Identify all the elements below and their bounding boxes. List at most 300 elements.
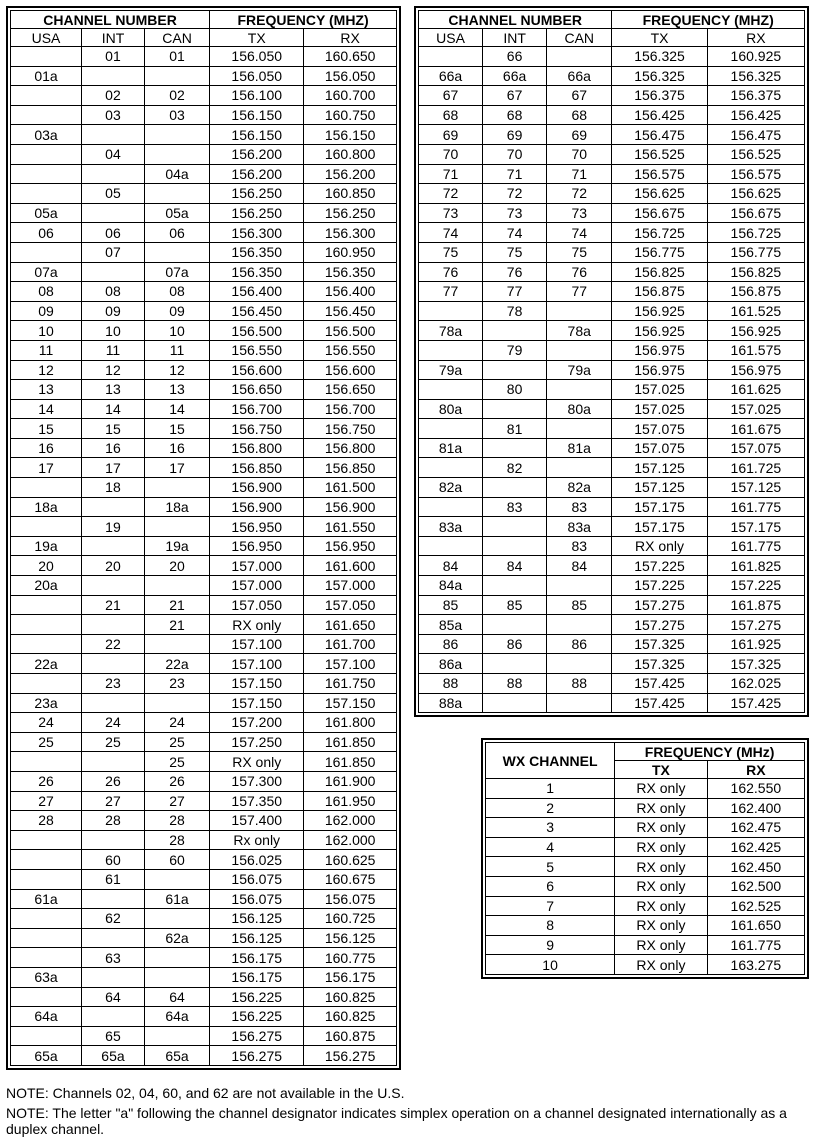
table-cell bbox=[11, 830, 82, 850]
table-cell: 07 bbox=[82, 242, 145, 262]
table-cell: 84 bbox=[547, 556, 612, 576]
table-cell: 156.825 bbox=[612, 262, 707, 282]
table-cell: 157.425 bbox=[612, 674, 707, 694]
table-cell: 03 bbox=[82, 105, 145, 125]
table-row bbox=[419, 438, 805, 458]
table-cell: 162.525 bbox=[707, 896, 804, 916]
table-cell: 161.775 bbox=[707, 935, 804, 955]
table-row bbox=[419, 615, 805, 635]
table-cell: 62a bbox=[144, 928, 209, 948]
table-row bbox=[419, 693, 805, 713]
table-cell: 157.200 bbox=[210, 713, 304, 733]
table-cell: 156.325 bbox=[612, 47, 707, 67]
table-cell: 161.875 bbox=[707, 595, 804, 615]
table-cell: 157.250 bbox=[210, 732, 304, 752]
table-cell: 156.200 bbox=[210, 164, 304, 184]
table-cell: 157.300 bbox=[210, 771, 304, 791]
table-cell: 157.075 bbox=[612, 438, 707, 458]
table-cell: 02 bbox=[82, 86, 145, 106]
table-cell: 156.475 bbox=[707, 125, 804, 145]
table-row bbox=[11, 203, 397, 223]
table-cell: 16 bbox=[82, 438, 145, 458]
table-row bbox=[486, 916, 805, 936]
table-cell: RX only bbox=[615, 818, 708, 838]
table-cell bbox=[82, 66, 145, 86]
table-cell: 25 bbox=[144, 732, 209, 752]
table-cell: 161.950 bbox=[304, 791, 397, 811]
table-cell: 70 bbox=[419, 144, 483, 164]
table-cell: 156.950 bbox=[304, 536, 397, 556]
table-cell: 61a bbox=[11, 889, 82, 909]
table-cell: 64a bbox=[144, 1007, 209, 1027]
table-row bbox=[486, 955, 805, 975]
table-cell bbox=[11, 164, 82, 184]
table-row bbox=[11, 497, 397, 517]
table-cell: 83 bbox=[483, 497, 547, 517]
table-cell: 160.925 bbox=[707, 47, 804, 67]
table-cell bbox=[82, 576, 145, 596]
table-cell: 21 bbox=[82, 595, 145, 615]
table-cell: 84a bbox=[419, 576, 483, 596]
table-cell: 157.325 bbox=[612, 634, 707, 654]
table-cell bbox=[419, 458, 483, 478]
table-cell: 156.875 bbox=[612, 282, 707, 302]
col-usa-header: USA bbox=[11, 29, 82, 47]
table-cell: 73 bbox=[547, 203, 612, 223]
table-cell: 157.150 bbox=[304, 693, 397, 713]
table-cell: 86a bbox=[419, 654, 483, 674]
table-cell: 06 bbox=[144, 223, 209, 243]
table-row bbox=[11, 282, 397, 302]
table-cell: 160.950 bbox=[304, 242, 397, 262]
table-cell: 20 bbox=[144, 556, 209, 576]
table-cell: 157.225 bbox=[612, 576, 707, 596]
table-cell: 4 bbox=[486, 837, 615, 857]
table-row bbox=[11, 654, 397, 674]
table-row bbox=[419, 419, 805, 439]
table-cell: 156.975 bbox=[707, 360, 804, 380]
table-cell: 88 bbox=[547, 674, 612, 694]
table-cell bbox=[547, 654, 612, 674]
table-cell: 156.575 bbox=[707, 164, 804, 184]
table-cell: RX only bbox=[615, 857, 708, 877]
table-cell: 05a bbox=[144, 203, 209, 223]
table-row bbox=[11, 360, 397, 380]
table-cell: 14 bbox=[82, 399, 145, 419]
table-cell: 88 bbox=[483, 674, 547, 694]
table-cell bbox=[144, 693, 209, 713]
table-row bbox=[11, 674, 397, 694]
table-cell: 81a bbox=[419, 438, 483, 458]
table-cell: 156.900 bbox=[210, 497, 304, 517]
table-row bbox=[11, 380, 397, 400]
table-cell bbox=[547, 340, 612, 360]
table-cell: 157.275 bbox=[612, 595, 707, 615]
table-cell: 63 bbox=[82, 948, 145, 968]
table-cell: 157.025 bbox=[612, 380, 707, 400]
table-cell: 157.175 bbox=[707, 517, 804, 537]
right-channel-table bbox=[414, 6, 809, 717]
table-cell bbox=[82, 262, 145, 282]
table-row bbox=[419, 634, 805, 654]
table-cell bbox=[144, 66, 209, 86]
notes-section bbox=[6, 1085, 806, 1141]
table-cell: 86 bbox=[547, 634, 612, 654]
table-row bbox=[11, 1007, 397, 1027]
table-cell: 157.325 bbox=[707, 654, 804, 674]
table-cell bbox=[11, 615, 82, 635]
table-cell: 07a bbox=[11, 262, 82, 282]
table-cell bbox=[11, 184, 82, 204]
table-cell: 161.900 bbox=[304, 771, 397, 791]
table-row bbox=[419, 458, 805, 478]
table-row bbox=[419, 674, 805, 694]
table-cell: 156.275 bbox=[210, 1026, 304, 1046]
table-cell: 85 bbox=[483, 595, 547, 615]
table-row bbox=[11, 1026, 397, 1046]
table-cell: 162.400 bbox=[707, 798, 804, 818]
table-cell: 20 bbox=[11, 556, 82, 576]
table-cell: 156.800 bbox=[210, 438, 304, 458]
table-row bbox=[11, 576, 397, 596]
table-cell: 160.650 bbox=[304, 47, 397, 67]
table-cell: 81a bbox=[547, 438, 612, 458]
table-cell bbox=[11, 634, 82, 654]
table-cell: 161.650 bbox=[304, 615, 397, 635]
col-can-header: CAN bbox=[547, 29, 612, 47]
table-cell: 13 bbox=[82, 380, 145, 400]
table-cell: 157.050 bbox=[304, 595, 397, 615]
table-cell: 5 bbox=[486, 857, 615, 877]
table-cell: RX only bbox=[615, 837, 708, 857]
table-cell: 10 bbox=[486, 955, 615, 975]
wx-channel-header: WX CHANNEL bbox=[486, 743, 615, 779]
table-cell: 24 bbox=[11, 713, 82, 733]
table-cell: 156.925 bbox=[612, 301, 707, 321]
table-cell bbox=[82, 693, 145, 713]
table-cell bbox=[82, 203, 145, 223]
table-cell: 156.125 bbox=[304, 928, 397, 948]
table-cell: 156.250 bbox=[210, 184, 304, 204]
table-cell: 22 bbox=[82, 634, 145, 654]
table-cell bbox=[11, 517, 82, 537]
table-cell bbox=[419, 497, 483, 517]
table-cell: 71 bbox=[419, 164, 483, 184]
table-cell: 156.025 bbox=[210, 850, 304, 870]
table-cell: 75 bbox=[547, 242, 612, 262]
table-cell: 156.800 bbox=[304, 438, 397, 458]
table-cell: 156.700 bbox=[210, 399, 304, 419]
table-cell: 162.500 bbox=[707, 876, 804, 896]
table-cell: 01a bbox=[11, 66, 82, 86]
note-line: NOTE: Channels 02, 04, 60, and 62 are not available in the U.S. bbox=[6, 1085, 405, 1101]
table-cell: 156.225 bbox=[210, 987, 304, 1007]
table-cell bbox=[547, 576, 612, 596]
table-row bbox=[419, 262, 805, 282]
table-cell: 156.975 bbox=[612, 340, 707, 360]
table-cell bbox=[144, 478, 209, 498]
table-cell: 162.025 bbox=[707, 674, 804, 694]
table-cell: 156.900 bbox=[210, 478, 304, 498]
table-row bbox=[419, 66, 805, 86]
table-cell: 157.225 bbox=[707, 576, 804, 596]
table-cell: 28 bbox=[11, 811, 82, 831]
table-cell: 156.850 bbox=[304, 458, 397, 478]
table-cell: 86 bbox=[419, 634, 483, 654]
table-cell: 11 bbox=[82, 340, 145, 360]
table-cell: 20a bbox=[11, 576, 82, 596]
table-cell bbox=[82, 536, 145, 556]
table-row bbox=[11, 419, 397, 439]
table-cell: RX only bbox=[615, 876, 708, 896]
table-row bbox=[11, 242, 397, 262]
table-cell: 66a bbox=[419, 66, 483, 86]
table-cell: 70 bbox=[547, 144, 612, 164]
table-cell: 156.550 bbox=[210, 340, 304, 360]
table-cell: 157.125 bbox=[612, 478, 707, 498]
table-cell: 157.025 bbox=[612, 399, 707, 419]
table-cell: 160.700 bbox=[304, 86, 397, 106]
table-cell: 157.125 bbox=[707, 478, 804, 498]
table-row bbox=[11, 517, 397, 537]
table-cell: 21 bbox=[144, 595, 209, 615]
table-cell: 156.050 bbox=[210, 47, 304, 67]
table-cell: 156.150 bbox=[210, 125, 304, 145]
table-cell: 18 bbox=[82, 478, 145, 498]
table-cell: 64 bbox=[144, 987, 209, 1007]
table-cell: 86 bbox=[483, 634, 547, 654]
table-cell bbox=[419, 47, 483, 67]
table-cell: RX only bbox=[615, 779, 708, 799]
table-cell bbox=[11, 987, 82, 1007]
table-cell bbox=[11, 909, 82, 929]
table-row bbox=[419, 86, 805, 106]
table-row bbox=[11, 144, 397, 164]
table-cell: 16 bbox=[11, 438, 82, 458]
table-cell: 156.625 bbox=[707, 184, 804, 204]
table-cell: 156.350 bbox=[304, 262, 397, 282]
table-cell: 162.550 bbox=[707, 779, 804, 799]
table-cell bbox=[82, 125, 145, 145]
table-cell: 157.100 bbox=[304, 654, 397, 674]
table-cell: RX only bbox=[612, 536, 707, 556]
table-cell bbox=[419, 536, 483, 556]
table-cell: 161.725 bbox=[707, 458, 804, 478]
table-cell: 161.675 bbox=[707, 419, 804, 439]
table-cell: 156.850 bbox=[210, 458, 304, 478]
table-cell: 157.325 bbox=[612, 654, 707, 674]
table-cell bbox=[419, 419, 483, 439]
table-row bbox=[486, 876, 805, 896]
table-cell: 156.625 bbox=[612, 184, 707, 204]
table-cell bbox=[82, 615, 145, 635]
table-cell: 156.675 bbox=[707, 203, 804, 223]
col-tx-header: TX bbox=[210, 29, 304, 47]
table-cell: 20 bbox=[82, 556, 145, 576]
table-cell: 66a bbox=[547, 66, 612, 86]
table-row bbox=[419, 223, 805, 243]
table-cell: 156.275 bbox=[210, 1046, 304, 1066]
table-cell: 04a bbox=[144, 164, 209, 184]
table-cell bbox=[11, 850, 82, 870]
table-cell: 162.000 bbox=[304, 811, 397, 831]
table-cell: 12 bbox=[144, 360, 209, 380]
table-cell: 80 bbox=[483, 380, 547, 400]
table-cell bbox=[144, 909, 209, 929]
table-cell: 161.925 bbox=[707, 634, 804, 654]
table-cell: 156.925 bbox=[612, 321, 707, 341]
table-cell: RX only bbox=[210, 752, 304, 772]
table-cell: 156.425 bbox=[707, 105, 804, 125]
table-cell: 156.175 bbox=[304, 967, 397, 987]
table-cell: 156.600 bbox=[210, 360, 304, 380]
table-cell: 156.250 bbox=[210, 203, 304, 223]
table-row bbox=[419, 242, 805, 262]
table-cell: 156.250 bbox=[304, 203, 397, 223]
table-cell: 156.950 bbox=[210, 536, 304, 556]
table-cell: 156.200 bbox=[210, 144, 304, 164]
table-cell: 09 bbox=[82, 301, 145, 321]
table-row bbox=[419, 164, 805, 184]
table-row bbox=[11, 850, 397, 870]
table-row bbox=[419, 654, 805, 674]
table-cell: 157.150 bbox=[210, 674, 304, 694]
table-cell: 157.025 bbox=[707, 399, 804, 419]
table-cell: 28 bbox=[82, 811, 145, 831]
table-cell: 156.500 bbox=[210, 321, 304, 341]
table-cell: 16 bbox=[144, 438, 209, 458]
table-cell: 157.425 bbox=[612, 693, 707, 713]
table-cell: 73 bbox=[419, 203, 483, 223]
table-cell bbox=[82, 928, 145, 948]
col-can-header: CAN bbox=[144, 29, 209, 47]
table-cell: 163.275 bbox=[707, 955, 804, 975]
table-row bbox=[11, 615, 397, 635]
wx-col-tx-header: TX bbox=[615, 761, 708, 779]
table-cell: 28 bbox=[144, 830, 209, 850]
table-cell: 84 bbox=[419, 556, 483, 576]
col-int-header: INT bbox=[483, 29, 547, 47]
table-cell: 156.825 bbox=[707, 262, 804, 282]
table-cell: 69 bbox=[483, 125, 547, 145]
table-cell: RX only bbox=[615, 798, 708, 818]
table-cell: 3 bbox=[486, 818, 615, 838]
table-cell: 80a bbox=[419, 399, 483, 419]
table-cell: 157.100 bbox=[210, 654, 304, 674]
table-cell: 83a bbox=[547, 517, 612, 537]
table-cell: 156.550 bbox=[304, 340, 397, 360]
table-cell: 157.425 bbox=[707, 693, 804, 713]
table-cell: 156.725 bbox=[612, 223, 707, 243]
table-cell: 156.575 bbox=[612, 164, 707, 184]
table-row bbox=[11, 713, 397, 733]
table-cell bbox=[82, 889, 145, 909]
table-row bbox=[11, 967, 397, 987]
table-cell: 156.100 bbox=[210, 86, 304, 106]
table-row bbox=[419, 595, 805, 615]
table-cell: 78a bbox=[419, 321, 483, 341]
table-cell: 156.175 bbox=[210, 967, 304, 987]
table-cell: 160.750 bbox=[304, 105, 397, 125]
col-tx-header: TX bbox=[612, 29, 707, 47]
table-cell: 156.650 bbox=[304, 380, 397, 400]
table-row bbox=[419, 282, 805, 302]
table-cell: 156.350 bbox=[210, 242, 304, 262]
table-cell: 10 bbox=[11, 321, 82, 341]
table-cell: 72 bbox=[547, 184, 612, 204]
right-table-body bbox=[419, 47, 805, 713]
note-line: NOTE: The letter "a" following the channel designator indicates simplex operation on a channel designated internationally as a duplex channel. bbox=[6, 1105, 787, 1137]
table-cell: 12 bbox=[11, 360, 82, 380]
table-cell: 156.750 bbox=[304, 419, 397, 439]
table-cell: 19a bbox=[144, 536, 209, 556]
table-row bbox=[486, 896, 805, 916]
table-cell: 156.900 bbox=[304, 497, 397, 517]
table-cell: 156.325 bbox=[707, 66, 804, 86]
table-cell: 05 bbox=[82, 184, 145, 204]
table-row bbox=[11, 47, 397, 67]
table-cell bbox=[11, 144, 82, 164]
table-cell: 157.050 bbox=[210, 595, 304, 615]
table-cell: 161.600 bbox=[304, 556, 397, 576]
table-row bbox=[11, 105, 397, 125]
table-cell: 156.125 bbox=[210, 909, 304, 929]
table-row bbox=[486, 837, 805, 857]
table-cell: 22a bbox=[144, 654, 209, 674]
table-cell: 67 bbox=[419, 86, 483, 106]
table-cell: 156.375 bbox=[707, 86, 804, 106]
table-cell: 08 bbox=[82, 282, 145, 302]
table-cell: 64a bbox=[11, 1007, 82, 1027]
table-cell: RX only bbox=[615, 935, 708, 955]
table-cell bbox=[11, 869, 82, 889]
table-cell bbox=[483, 478, 547, 498]
table-cell: 157.275 bbox=[707, 615, 804, 635]
table-row bbox=[11, 438, 397, 458]
table-cell bbox=[144, 144, 209, 164]
table-cell: 17 bbox=[11, 458, 82, 478]
table-row bbox=[419, 556, 805, 576]
table-cell: 08 bbox=[144, 282, 209, 302]
table-cell: 161.500 bbox=[304, 478, 397, 498]
table-cell: 156.075 bbox=[210, 869, 304, 889]
table-row bbox=[419, 144, 805, 164]
table-row bbox=[486, 818, 805, 838]
table-row bbox=[11, 791, 397, 811]
table-cell: 162.000 bbox=[304, 830, 397, 850]
table-cell: 157.225 bbox=[612, 556, 707, 576]
table-cell: 63a bbox=[11, 967, 82, 987]
table-cell: 156.075 bbox=[210, 889, 304, 909]
table-cell: 156.750 bbox=[210, 419, 304, 439]
table-cell: 28 bbox=[144, 811, 209, 831]
table-cell: 78a bbox=[547, 321, 612, 341]
table-cell: 08 bbox=[11, 282, 82, 302]
table-cell: RX only bbox=[210, 615, 304, 635]
table-cell: 78 bbox=[483, 301, 547, 321]
table-cell: 03a bbox=[11, 125, 82, 145]
table-cell: 27 bbox=[82, 791, 145, 811]
table-cell bbox=[82, 1007, 145, 1027]
table-cell: 156.775 bbox=[612, 242, 707, 262]
table-cell: 23 bbox=[82, 674, 145, 694]
table-cell: 8 bbox=[486, 916, 615, 936]
table-cell: 1 bbox=[486, 779, 615, 799]
table-cell: 64 bbox=[82, 987, 145, 1007]
table-cell: 157.000 bbox=[304, 576, 397, 596]
table-cell: 69 bbox=[419, 125, 483, 145]
table-row bbox=[419, 380, 805, 400]
